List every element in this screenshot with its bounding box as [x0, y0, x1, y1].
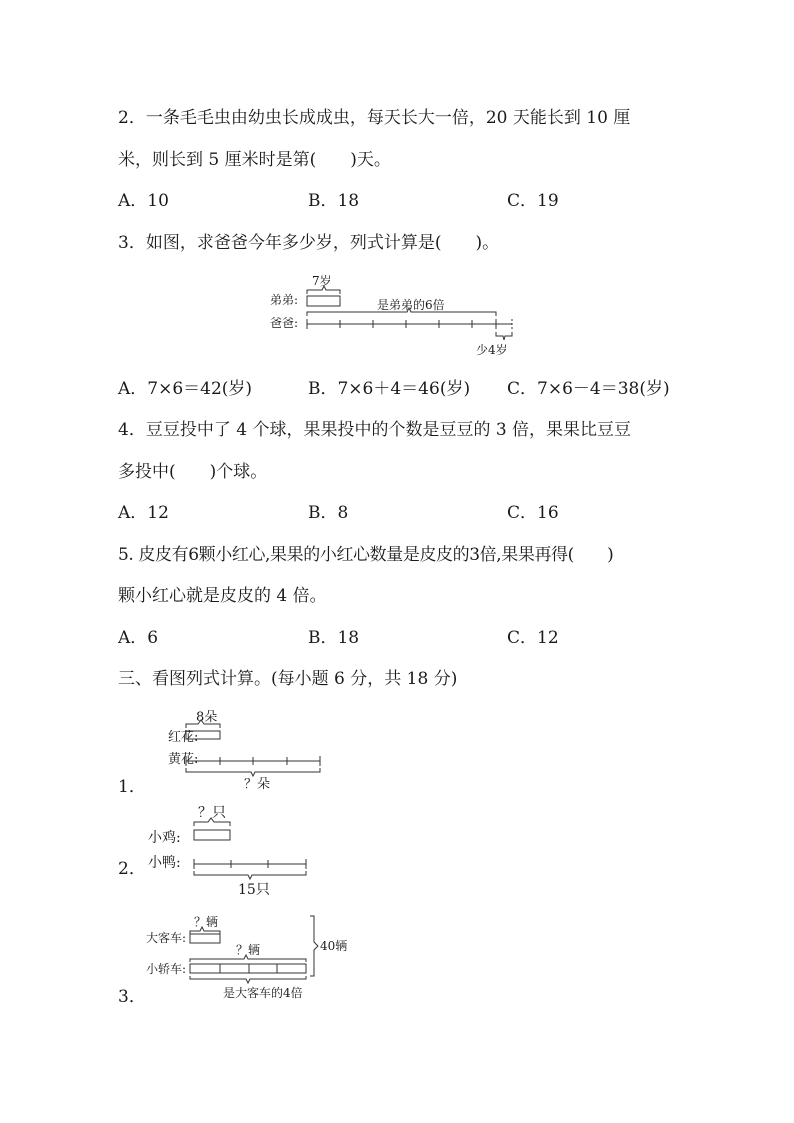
p1-red-value: 8朵	[196, 710, 218, 725]
q5-text-line1: 5. 皮皮有6颗小红心,果果的小红心数量是皮皮的3倍,果果再得( )	[118, 545, 614, 565]
section3-heading: 三、看图列式计算。(每小题 6 分，共 18 分)	[118, 669, 458, 689]
p1-red-label: 红花:	[168, 730, 199, 745]
q5-option-b[interactable]: B．18	[308, 628, 360, 648]
q3-less-text: 少4岁	[476, 343, 508, 357]
p3-car-label: 小轿车:	[146, 962, 187, 976]
q3-option-a[interactable]: A．7×6＝42(岁)	[118, 379, 253, 399]
problem3-diagram	[146, 912, 366, 1004]
q5-option-a[interactable]: A．6	[118, 628, 159, 648]
q2-option-a[interactable]: A．10	[118, 191, 169, 211]
problem1-diagram	[168, 706, 338, 792]
q2-option-c[interactable]: C．19	[507, 191, 559, 211]
q2-text-line1: 2．一条毛毛虫由幼虫长成成虫，每天长大一倍，20 天能长到 10 厘	[118, 108, 631, 128]
q5-text-line2: 颗小红心就是皮皮的 4 倍。	[118, 586, 327, 606]
p2-chick-value: ？只	[198, 805, 226, 821]
q4-text-line2: 多投中( )个球。	[118, 462, 268, 482]
q4-text-line1: 4．豆豆投中了 4 个球，果果投中的个数是豆豆的 3 倍，果果比豆豆	[118, 420, 632, 440]
q3-text-line1: 3．如图，求爸爸今年多少岁，列式计算是( )。	[118, 233, 500, 253]
q4-option-a[interactable]: A．12	[118, 503, 169, 523]
q3-line-diagram	[262, 272, 532, 362]
p3-bus-label: 大客车:	[146, 931, 187, 945]
p1-yellow-label: 黄花:	[168, 752, 199, 767]
q3-brother-value: 7岁	[312, 274, 332, 288]
p1-yellow-value: ？朵	[244, 777, 271, 792]
q3-father-label: 爸爸:	[270, 316, 299, 330]
problem1-number: 1．	[118, 777, 146, 797]
q4-option-c[interactable]: C．16	[507, 503, 559, 523]
p2-chick-label: 小鸡:	[148, 830, 181, 846]
q4-option-b[interactable]: B．8	[308, 503, 349, 523]
p3-bus-value: ？辆	[194, 915, 219, 929]
problem2-diagram	[148, 802, 318, 896]
problem3-number: 3．	[118, 987, 146, 1007]
q3-option-b[interactable]: B．7×6＋4＝46(岁)	[308, 379, 471, 399]
q2-text-line2: 米，则长到 5 厘米时是第( )天。	[118, 150, 391, 170]
p3-total-text: 40辆	[320, 939, 348, 953]
p2-duck-label: 小鸭:	[148, 855, 181, 871]
q3-relation-text: 是弟弟的6倍	[377, 298, 445, 312]
q3-option-c[interactable]: C．7×6－4＝38(岁)	[507, 379, 670, 399]
p3-relation-text: 是大客车的4倍	[223, 986, 303, 1000]
p2-duck-value: 15只	[238, 882, 270, 898]
q2-option-b[interactable]: B．18	[308, 191, 360, 211]
p3-car-value: ？辆	[236, 943, 261, 957]
q5-option-c[interactable]: C．12	[507, 628, 559, 648]
problem2-number: 2．	[118, 859, 146, 879]
q3-brother-label: 弟弟:	[270, 293, 299, 307]
